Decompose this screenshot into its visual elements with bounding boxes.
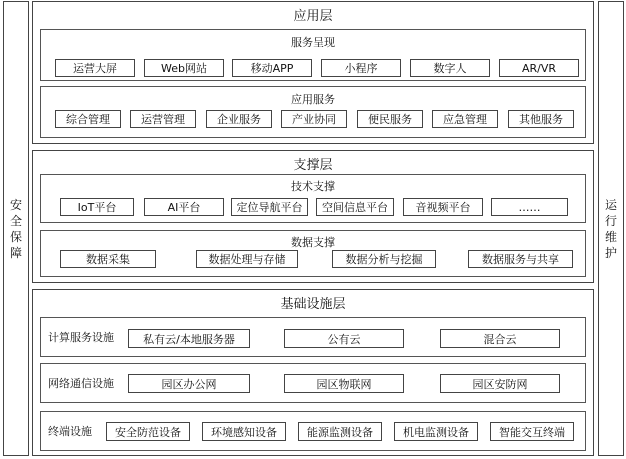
data-support-item: 数据处理与存储	[196, 250, 298, 268]
infrastructure-layer-title: 基础设施层	[280, 297, 346, 312]
data-support-item: 数据采集	[60, 250, 156, 268]
compute-item: 混合云	[440, 329, 560, 348]
side-right-char: 护	[604, 245, 617, 260]
network-item: 园区安防网	[440, 374, 560, 393]
network-item: 园区办公网	[128, 374, 250, 393]
service-item: Web网站	[144, 59, 224, 77]
support-layer-title: 支撑层	[293, 158, 333, 173]
terminal-item: 环境感知设备	[202, 422, 286, 441]
tech-support-item: 音视频平台	[403, 198, 483, 216]
network-facilities-label: 网络通信设施	[48, 377, 114, 390]
side-left-char: 障	[9, 245, 22, 260]
side-right-char: 行	[604, 213, 617, 228]
tech-support-item: IoT平台	[60, 198, 134, 216]
terminal-item: 能源监测设备	[298, 422, 382, 441]
tech-support-item: AI平台	[144, 198, 224, 216]
side-left-char: 全	[9, 213, 22, 228]
terminal-facilities-label: 终端设施	[48, 425, 92, 438]
service-item: 小程序	[321, 59, 401, 77]
compute-item: 私有云/本地服务器	[128, 329, 250, 348]
service-item: 运营大屏	[55, 59, 135, 77]
app-service-item: 运营管理	[130, 110, 196, 128]
security-assurance-column	[3, 1, 29, 456]
side-left-char: 保	[9, 229, 22, 244]
app-service-item: 综合管理	[55, 110, 121, 128]
network-item: 园区物联网	[284, 374, 404, 393]
data-support-item: 数据服务与共享	[468, 250, 573, 268]
app-service-item: 便民服务	[357, 110, 423, 128]
data-support-item: 数据分析与挖掘	[332, 250, 436, 268]
side-left-char: 安	[9, 197, 22, 212]
app-service-item: 产业协同	[281, 110, 347, 128]
application-services-title: 应用服务	[291, 93, 335, 106]
side-right-char: 运	[604, 197, 617, 212]
compute-facilities-label: 计算服务设施	[48, 331, 114, 344]
data-support-title: 数据支撑	[291, 236, 335, 249]
tech-support-item: 定位导航平台	[231, 198, 308, 216]
app-service-item: 企业服务	[206, 110, 272, 128]
service-presentation-title: 服务呈现	[291, 36, 335, 49]
application-layer-title: 应用层	[293, 9, 333, 24]
compute-item: 公有云	[284, 329, 404, 348]
app-service-item: 其他服务	[508, 110, 574, 128]
service-item: 移动APP	[232, 59, 312, 77]
operation-maintenance-column	[598, 1, 624, 456]
service-item: AR/VR	[499, 59, 579, 77]
tech-support-item: ……	[491, 198, 568, 216]
side-right-char: 维	[604, 229, 617, 244]
technical-support-title: 技术支撑	[291, 180, 335, 193]
tech-support-item: 空间信息平台	[316, 198, 394, 216]
service-item: 数字人	[410, 59, 490, 77]
terminal-item: 智能交互终端	[490, 422, 574, 441]
terminal-item: 机电监测设备	[394, 422, 478, 441]
terminal-item: 安全防范设备	[106, 422, 190, 441]
app-service-item: 应急管理	[432, 110, 498, 128]
